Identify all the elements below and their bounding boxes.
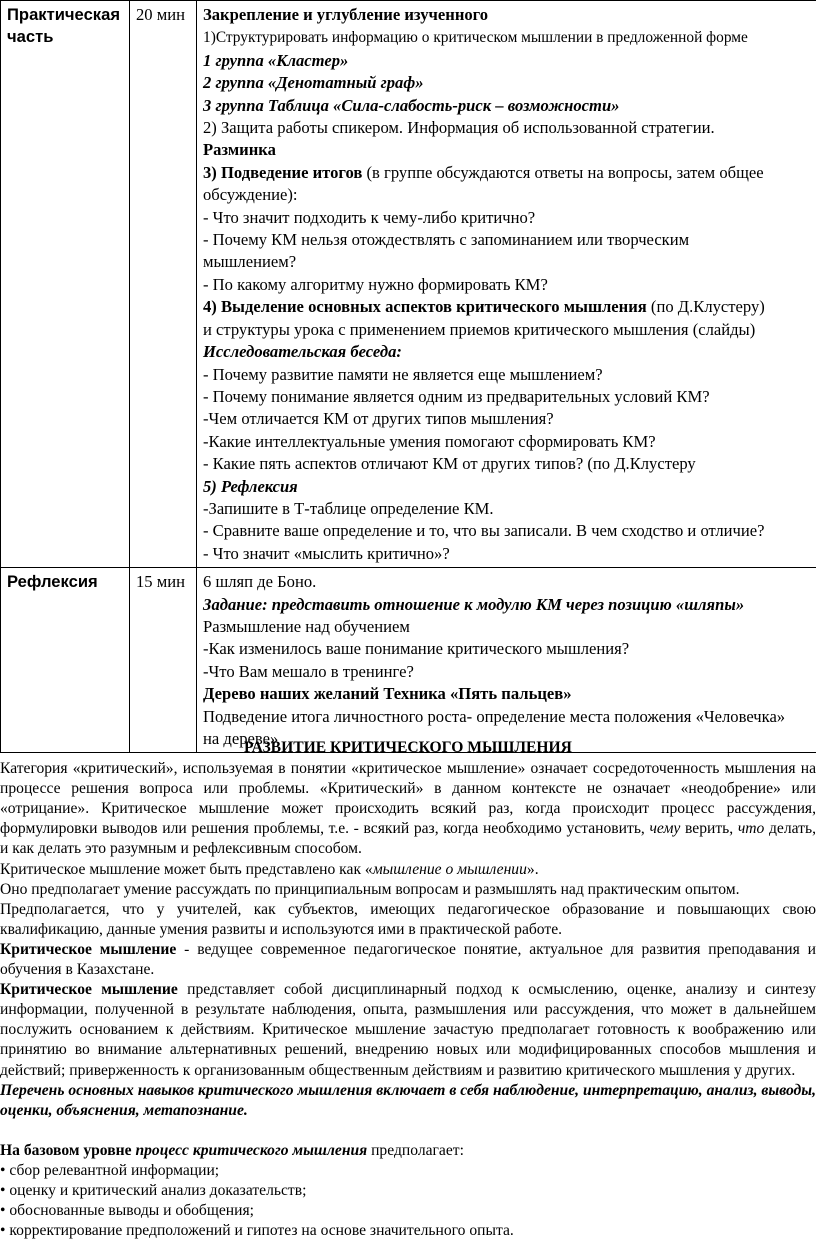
content-line — [203, 364, 816, 386]
paragraph-text: верить, — [685, 820, 734, 838]
content-line — [203, 476, 816, 498]
content-text: -Как изменилось ваше понимание критического мышления? — [203, 639, 630, 659]
content-text: Закрепление и углубление изученного — [203, 5, 489, 24]
article — [0, 738, 816, 1241]
content-text: обсуждение): — [203, 185, 298, 205]
content-text: - Что значит «мыслить критично»? — [203, 543, 450, 563]
table-row — [1, 1, 816, 568]
content-text: 2 группа «Денотатный граф» — [203, 73, 424, 93]
content-line — [203, 341, 816, 363]
content-text: - Почему КМ нельзя отождествлять с запоминанием или творческим — [203, 230, 690, 250]
term: На базовом уровне — [0, 1141, 136, 1159]
content-line — [203, 251, 816, 273]
content-text: Подведение итога личностного роста- определение места положения «Человечка» — [203, 706, 786, 726]
content-text: 1 группа «Кластер» — [203, 50, 349, 70]
content-line — [203, 72, 816, 94]
list-item: • обоснованные выводы и обобщения; — [0, 1202, 254, 1220]
content-text: 1)Структурировать информацию о критическом мышлении в предложенной форме — [203, 29, 748, 47]
paragraph: Предполагается, что у учителей, как субъектов, имеющих педагогическое образование и повышающих свою квалификацию, данные умения развиты и используются ими в практической работе. — [0, 900, 816, 938]
content-line — [203, 638, 816, 660]
content-cell — [197, 568, 816, 753]
content-line — [203, 4, 816, 26]
content-text: 2) Защита работы спикером. Информация об использованной стратегии. — [203, 118, 715, 138]
content-text: -Что Вам мешало в тренинге? — [203, 661, 414, 681]
paragraph-text: - ведущее современное педагогическое понятие, актуальное для развития преподавания и обучения в Казахстане. — [0, 940, 816, 979]
content-text: -Запишите в Т-таблице определение КМ. — [203, 498, 494, 518]
content-line — [203, 543, 816, 565]
paragraph-text: ». — [526, 860, 539, 878]
content-line — [203, 431, 816, 453]
paragraph-text: представляет собой дисциплинарный подход к осмыслению, оценке, анализу и синтезу информации, полученной в результате наблюдения, опыта, размышления или рассуждения, что может в дальнейшем послужить основанием к действиям. Критическое мышление зачастую предполагает готовность к воображению или принятию во внимание альтернативных решений, внедрению новых или модифицированных способов мышления и действий; приверженность к организованным общественным действиям и развитию критического мышления у других. — [0, 981, 816, 1079]
content-text: - Что значит подходить к чему-либо критично? — [203, 207, 536, 227]
content-line — [203, 571, 816, 593]
content-line — [203, 95, 816, 117]
paragraph-text: Критическое мышление может быть представлено как « — [0, 860, 373, 878]
paragraph-text: предполагает: — [367, 1141, 464, 1159]
content-line — [203, 229, 816, 251]
content-line — [203, 207, 816, 229]
content-line — [203, 453, 816, 475]
emphasis: мышление о мышлении — [372, 860, 527, 878]
duration-cell: 20 мин — [130, 1, 197, 568]
content-line — [203, 661, 816, 683]
content-line — [203, 319, 816, 341]
paragraph-text: делать, и как делать это разумным и рефлексивным способом. — [0, 820, 816, 858]
content-text: Дерево наших желаний Техника «Пять пальцев» — [203, 684, 572, 704]
content-line — [203, 706, 816, 728]
article-title: РАЗВИТИЕ КРИТИЧЕСКОГО МЫШЛЕНИЯ — [244, 739, 572, 756]
section-cell: Рефлексия — [1, 568, 130, 753]
paragraph-text: Категория «критический», используемая в понятии «критическое мышление» означает сосредоточенность мышления на процессе решения вопроса или проблемы. «Критический» в данном контексте не означает «неодобрение» или «отрицание». Критическое мышление может происходить всякий раз, когда происходит процесс рассуждения, формулировки выводов или решения проблемы, т.е. - всякий раз, когда необходимо установить, — [0, 760, 816, 838]
content-text: 6 шляп де Боно. — [203, 572, 317, 592]
content-cell — [197, 1, 816, 568]
content-text: (по Д.Клустеру) — [646, 297, 765, 317]
content-text: 3) Подведение итогов — [203, 162, 363, 182]
content-line — [203, 117, 816, 139]
emphasis: процесс критического мышления — [135, 1141, 368, 1159]
paragraph — [0, 940, 816, 980]
content-line — [203, 162, 816, 184]
content-text: -Чем отличается КМ от других типов мышления? — [203, 409, 554, 429]
paragraph — [0, 1141, 816, 1161]
content-line — [203, 386, 816, 408]
content-line — [203, 616, 816, 638]
paragraph — [0, 980, 816, 1080]
list-item: • сбор релевантной информации; — [0, 1161, 220, 1179]
content-text: 3 группа Таблица «Сила-слабость-риск – возможности» — [203, 95, 620, 115]
content-line — [203, 594, 816, 616]
term: Критическое мышление — [0, 981, 178, 999]
content-text: -Какие интеллектуальные умения помогают сформировать КМ? — [203, 431, 656, 451]
content-text: Разминка — [203, 140, 276, 160]
content-text: - Сравните ваше определение и то, что вы записали. В чем сходство и отличие? — [203, 521, 765, 541]
paragraph: Перечень основных навыков критического мышления включает в себя наблюдение, интерпретацию, анализ, выводы, оценки, объяснения, метапознание. — [0, 1081, 816, 1119]
content-text: 5) Рефлексия — [203, 476, 298, 496]
content-line — [203, 520, 816, 542]
content-line — [203, 274, 816, 296]
content-line — [203, 26, 816, 49]
bullet-list — [0, 1161, 816, 1241]
emphasis: что — [737, 820, 765, 838]
content-text: - Почему понимание является одним из предварительных условий КМ? — [203, 386, 710, 406]
content-text: - Какие пять аспектов отличают КМ от других типов? (по Д.Клустеру — [203, 454, 696, 474]
content-line — [203, 683, 816, 705]
content-text: - Почему развитие памяти не является еще мышлением? — [203, 364, 603, 384]
content-text: (в группе обсуждаются ответы на вопросы, затем общее — [362, 162, 764, 182]
content-line — [203, 139, 816, 161]
content-line — [203, 498, 816, 520]
paragraph — [0, 860, 816, 880]
duration-cell: 15 мин — [130, 568, 197, 753]
content-text: мышлением? — [203, 252, 297, 272]
content-line — [203, 184, 816, 206]
paragraph: Оно предполагает умение рассуждать по принципиальным вопросам и размышлять над практическим опытом. — [0, 880, 740, 898]
content-line — [203, 50, 816, 72]
content-text: 4) Выделение основных аспектов критического мышления — [203, 297, 647, 317]
content-text: на дереве» — [203, 729, 279, 748]
table-row — [1, 568, 816, 753]
content-text: Исследовательская беседа: — [203, 342, 402, 362]
content-text: - По какому алгоритму нужно формировать КМ? — [203, 274, 548, 294]
list-item: • корректирование предположений и гипотез на основе значительного опыта. — [0, 1222, 514, 1240]
content-text: Размышление над обучением — [203, 616, 410, 636]
content-line — [203, 408, 816, 430]
content-text: Задание: представить отношение к модулю КМ через позицию «шляпы» — [203, 594, 745, 614]
emphasis: чему — [649, 820, 681, 838]
content-text: и структуры урока с применением приемов критического мышления (слайды) — [203, 319, 756, 339]
list-item: • оценку и критический анализ доказательств; — [0, 1181, 307, 1199]
section-cell: Практическая часть — [1, 1, 130, 568]
content-line — [203, 296, 816, 318]
paragraph — [0, 759, 816, 859]
term: Критическое мышление — [0, 940, 177, 958]
